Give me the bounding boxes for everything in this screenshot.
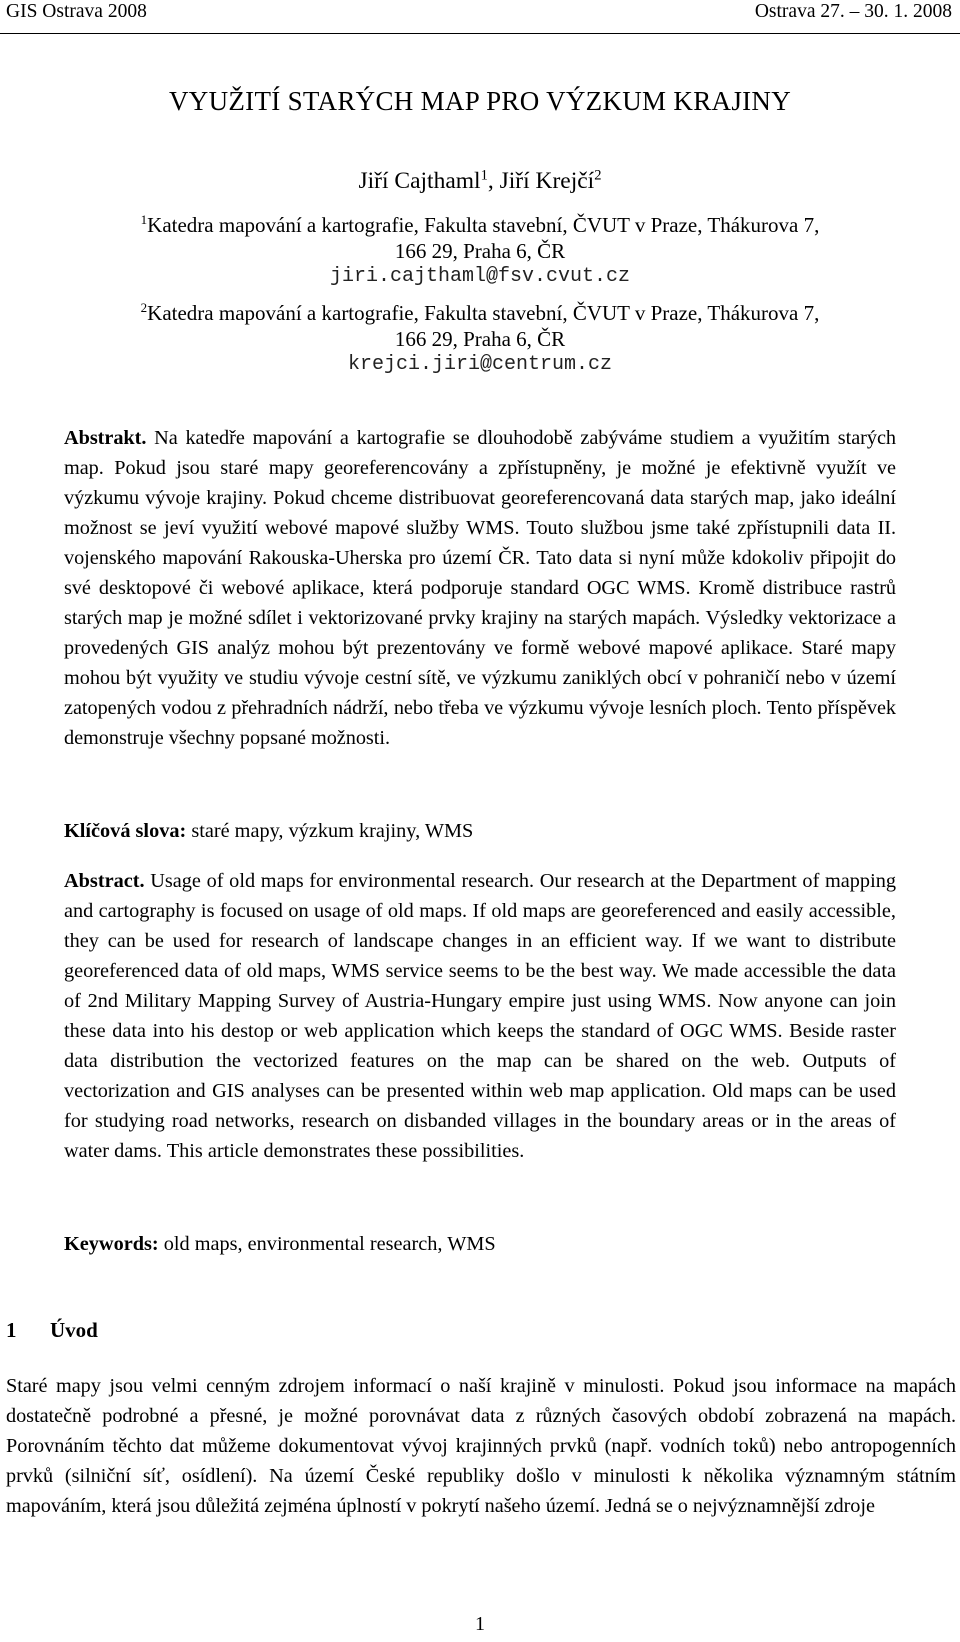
section-body-paragraph: Staré mapy jsou velmi cenným zdrojem informací o naší krajině v minulosti. Pokud jsou informace na mapách dostatečně podrobné a přesné, je možné porovnávat data z různých časových období zobrazená na mapách. Porovnáním těchto dat můžeme dokumentovat vývoj krajinných prvků (např. vodních toků) nebo antropogenních prvků (silniční síť, osídlení). Na území České republiky došlo v minulosti k několika významným státním mapováním, která jsou důležitá zejména úplností v pokrytí našeho území. Jedná se o nejvýznamnější zdroje (6, 1375, 956, 1517)
abstract-english-label: Abstract. (64, 870, 145, 892)
header-divider (0, 33, 960, 34)
author-1-affiliation-mark: 1 (480, 167, 488, 184)
affiliation-1-line-1: $^1$Katedra mapování a kartografie, Fakulta stavební, ČVUT v Praze, Thákurova 7, (140, 212, 820, 237)
affiliation-2-line-1: $^2$Katedra mapování a kartografie, Fakulta stavební, ČVUT v Praze, Thákurova 7, (140, 300, 820, 325)
affiliation-1 (64, 212, 896, 290)
running-header-left: GIS Ostrava 2008 (6, 1, 147, 22)
abstract-english-text: Usage of old maps for environmental research. Our research at the Department of mapping and cartography is focused on usage of old maps. If old maps are georeferenced and easily accessible, they can be used for research of landscape changes in an efficient way. If we want to distribute georeferenced data of old maps, WMS service seems to be the best way. We made accessible the data of 2nd Military Mapping Survey of Austria-Hungary empire just using WMS. Now anyone can join these data into his destop or web application which keeps the standard of OGC WMS. Beside raster data distribution the vectorized features on the map can be shared on the web. Outputs of vectorization and GIS analyses can be presented within web map application. Old maps can be used for studying road networks, research on disbanded villages in the boundary areas or in the areas of water dams. This article demonstrates these possibilities. (64, 870, 896, 1162)
keywords-english (64, 1231, 896, 1257)
section-number: 1 (6, 1318, 17, 1342)
affiliation-1-mark: 1 (140, 212, 148, 228)
keywords-czech-text: staré mapy, výzkum krajiny, WMS (191, 820, 474, 842)
page-number: 1 (475, 1613, 485, 1635)
abstract-czech-text: Na katedře mapování a kartografie se dlouhodobě zabýváme studiem a využitím starých map. Pokud jsou staré mapy georeferencovány a zpřístupněny, je možné je efektivně využít ve výzkumu vývoje krajiny. Pokud chceme distribuovat georeferencovaná data starých map, jako ideální možnost se jeví využití webové mapové služby WMS. Touto službou jsme také zpřístupnili data II. vojenského mapování Rakouska-Uherska pro území ČR. Tato data si nyní může kdokoliv připojit do své desktopové či webové aplikace, která podporuje standard OGC WMS. Kromě distribuce rastrů starých map je možné sdílet i vektorizované prvky krajiny na starých mapách. Výsledky vektorizace a provedených GIS analýz mohou být prezentovány ve formě webové mapové aplikace. Staré mapy mohou být využity ve studiu vývoje cestní sítě, ve výzkumu zaniklých obcí v pohraničí nebo v území zatopených vodou z přehradních nádrží, nebo třeba ve výzkumu vývoje lesních ploch. Tento příspěvek demonstruje všechny popsané možnosti. (64, 427, 896, 749)
paper-title: VYUŽITÍ STARÝCH MAP PRO VÝZKUM KRAJINY (168, 86, 792, 116)
section-title: Úvod (50, 1318, 98, 1342)
affiliation-1-line-2: 166 29, Praha 6, ČR (394, 239, 566, 263)
affiliation-2-email[interactable]: krejci.jiri@centrum.cz (347, 353, 613, 376)
affiliation-1-email[interactable]: jiri.cajthaml@fsv.cvut.cz (329, 265, 631, 288)
abstract-czech (64, 423, 896, 753)
affiliation-2-mark: 2 (140, 300, 148, 316)
keywords-english-text: old maps, environmental research, WMS (163, 1233, 496, 1255)
keywords-czech (64, 818, 896, 844)
author-2: Jiří Krejčí (499, 168, 595, 194)
abstract-english (64, 866, 896, 1166)
author-line (0, 166, 960, 196)
author-1: Jiří Cajthaml (358, 168, 481, 194)
affiliation-2 (64, 300, 896, 378)
author-separator: , (487, 168, 500, 194)
abstract-czech-label: Abstrakt. (64, 427, 147, 449)
author-2-affiliation-mark: 2 (594, 167, 602, 184)
keywords-english-label: Keywords: (64, 1233, 159, 1255)
keywords-czech-label: Klíčová slova: (64, 820, 187, 842)
running-header-right: Ostrava 27. – 30. 1. 2008 (754, 1, 952, 22)
affiliation-2-line-2: 166 29, Praha 6, ČR (394, 327, 566, 351)
